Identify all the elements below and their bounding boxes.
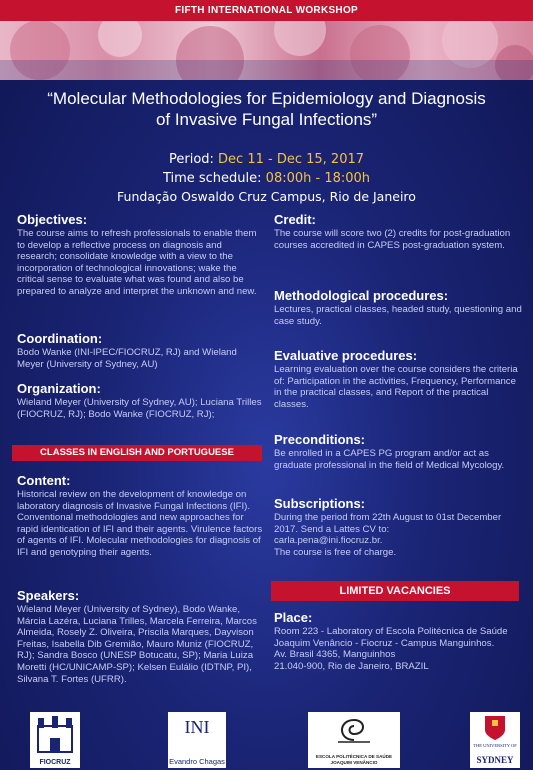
header-banner [0,0,533,80]
organization-section: Organization: Wieland Meyer (University of Sydney, AU); Luciana Trilles (FIOCRUZ, RJ); Bodo Wanke (FIOCRUZ, RJ); [17,381,262,420]
period-schedule: Period: Dec 11 - Dec 15, 2017 Time schedule: 08:00h - 18:00h [162,152,371,186]
ini-logo: INI Evandro Chagas [168,712,226,768]
sydney-logo: THE UNIVERSITY OF SYDNEY [470,712,520,768]
methodological-section: Methodological procedures: Lectures, practical classes, headed study, questioning and case study. [274,288,522,327]
place-section: Place: Room 223 - Laboratory of Escola Politécnica de Saúde Joaquim Venâncio - Fiocruz - Campus Manguinhos. Av. Brasil 4365, Manguinhos 21.040-900, Rio de Janeiro, BRAZIL [274,610,508,672]
fiocruz-logo: FIOCRUZ [30,712,80,768]
workshop-title: “Molecular Methodologies for Epidemiology and Diagnosis of Invasive Fungal Infections” [47,89,486,129]
epsjv-logo: ESCOLA POLITÉCNICA DE SAÚDE JOAQUIM VENÂNCIO [308,712,400,768]
subscriptions-section: Subscriptions: During the period from 22th August to 01st December 2017. Send a Lattes CV to: carla.pena@ini.fiocruz.br. The course is free of charge. [274,496,524,558]
contact-email[interactable]: carla.pena@ini.fiocruz.br. [274,535,383,547]
coordination-section: Coordination: Bodo Wanke (INI-IPEC/FIOCRUZ, RJ) and Wieland Meyer (University of Sydney, AU) [17,331,237,370]
evaluative-section: Evaluative procedures: Learning evaluation over the course considers the criteria of: Participation in the activities, Frequency, Performance in the practical classes, and Report of the practical classes. [274,348,518,410]
spiral-icon [308,712,400,746]
classes-language-bar: CLASSES IN ENGLISH AND PORTUGUESE [12,445,262,461]
logo-strip [0,704,533,770]
workshop-ribbon: FIFTH INTERNATIONAL WORKSHOP [0,0,533,21]
speakers-section: Speakers: Wieland Meyer (University of Sydney), Bodo Wanke, Márcia Lazéra, Luciana Trilles, Marcela Ferreira, Marcos Almeida, Rosely Z. Oliveira, Priscila Marques, Dayvison Freitas, Isabella Dib Gremião, Mauro Muniz (FIOCRUZ, RJ); Sandra Bosco (UNESP Botucatu, SP); Maria Luiza Moretti (HC/UNICAMP-SP); Kelsen Eulálio (IDTNP, PI), Silvana T. Fortes (UFRR). [17,588,257,685]
shield-icon [470,712,520,742]
period-value: Dec 11 - Dec 15, 2017 [218,152,365,167]
objectives-section: Objectives: The course aims to refresh professionals to enable them to develop a reflective process on diagnosis and research; consolidate knowledge with a view to the incorporation of technological innovations; wake the critical sense to evaluate what was found and also be prepared to analyze and interpret the unknown and new. [17,212,257,297]
preconditions-section: Preconditions: Be enrolled in a CAPES PG program and/or act as graduate professional in the field of Medical Mycology. [274,432,505,471]
schedule-value: 08:00h - 18:00h [265,171,371,186]
credit-section: Credit: The course will score two (2) credits for post-graduation courses accredited in CAPES post-graduation system. [274,212,511,251]
content-section: Content: Historical review on the development of knowledge on laboratory diagnosis of Invasive Fungal Infections (IFI). Conventional methodologies and new approaches for rapid identication of IFI and their agents. Virulence factors of agents of IFI. Molecular methodologies for diagnosis of IFI and genotyping their agents. [17,473,263,558]
castle-icon [30,712,80,756]
venue: Fundação Oswaldo Cruz Campus, Rio de Janeiro [117,189,416,204]
limited-vacancies-bar: LIMITED VACANCIES [271,581,519,601]
